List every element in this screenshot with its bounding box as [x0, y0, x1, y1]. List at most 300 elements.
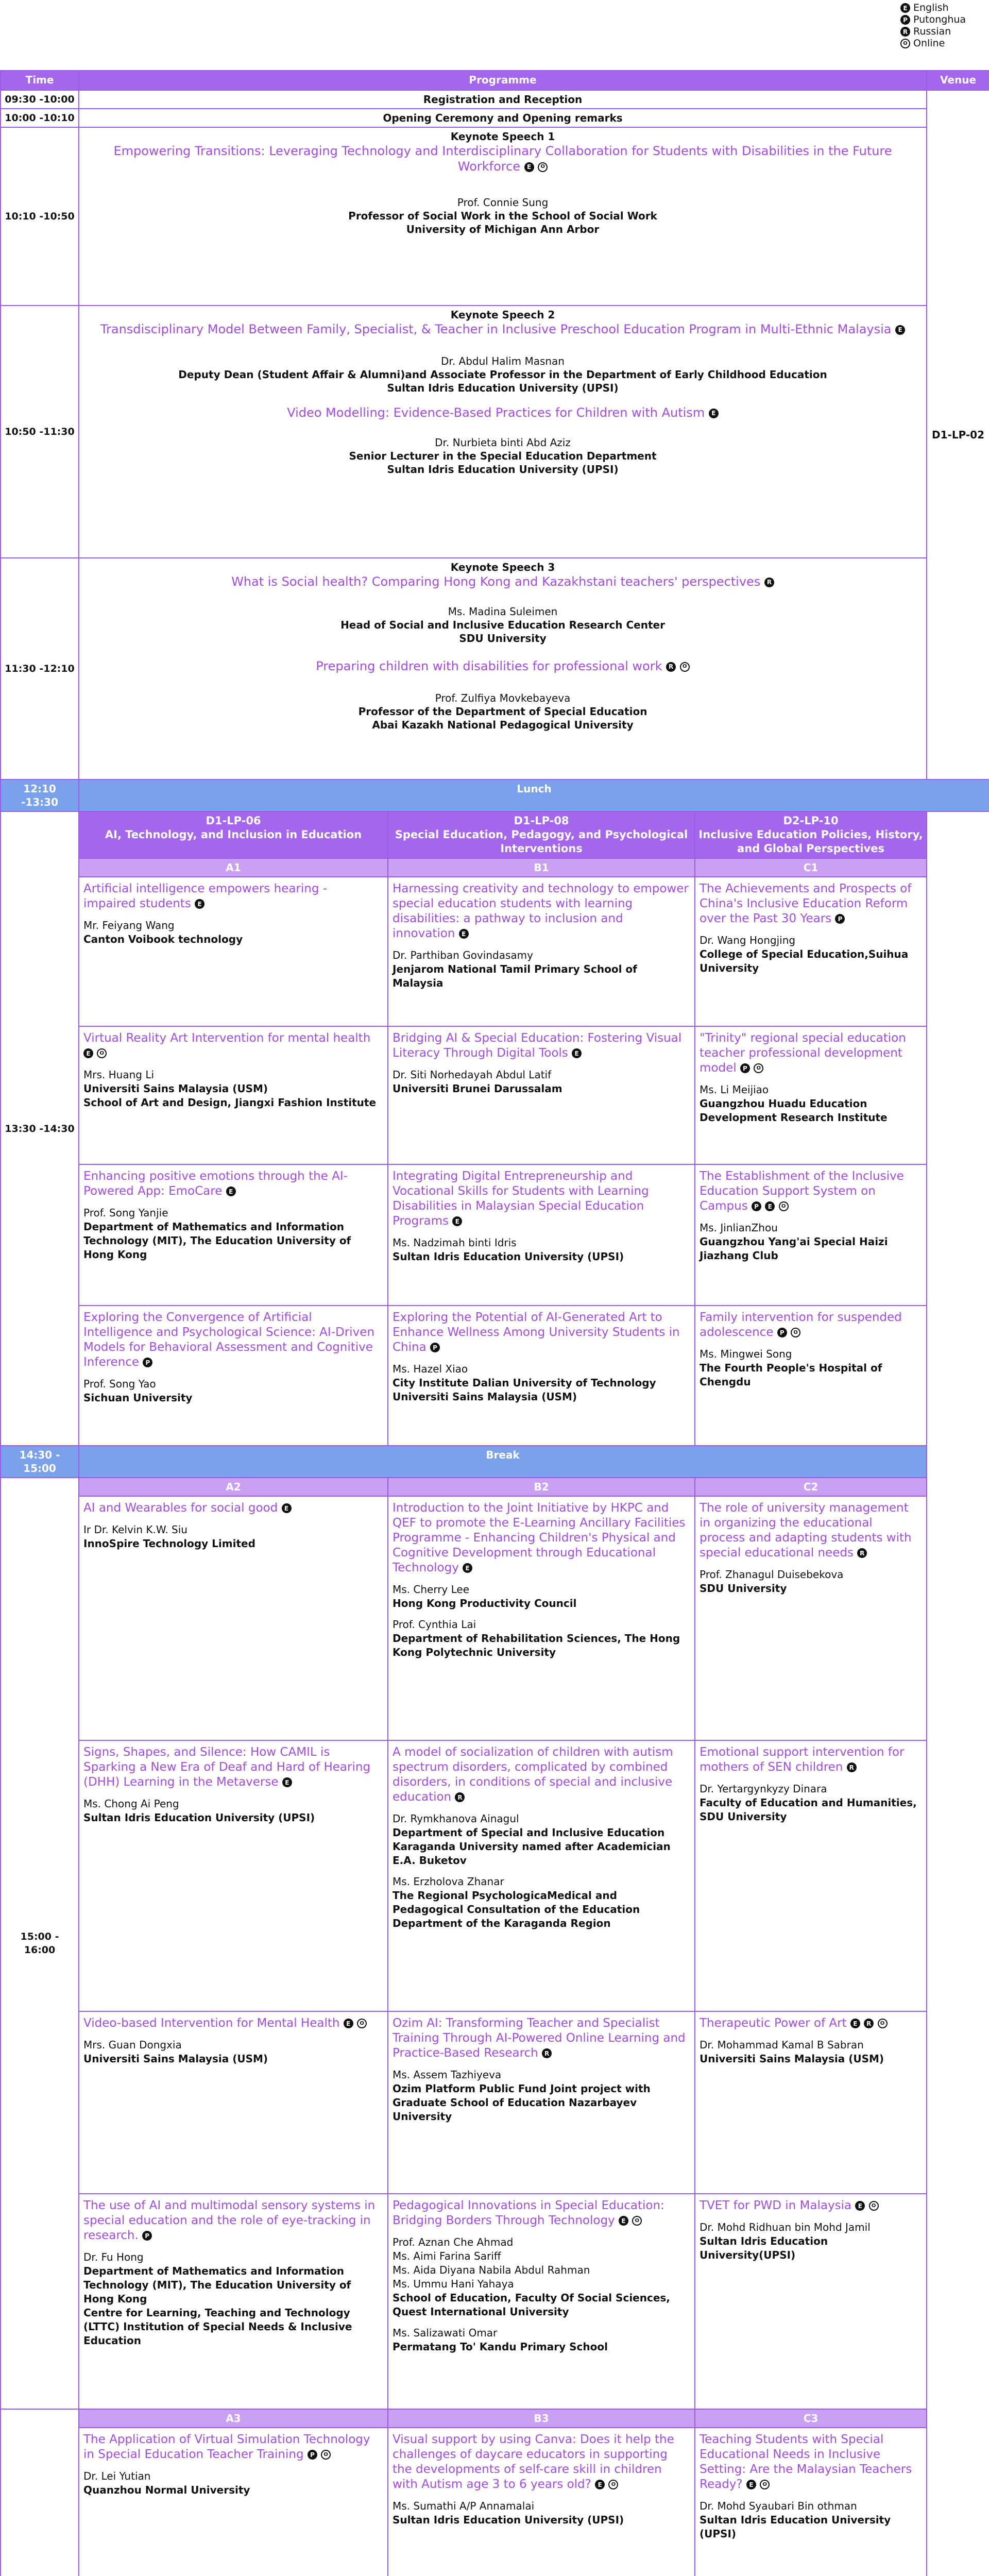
- presentation-title-text: Emotional support intervention for mothers of SEN children: [700, 1745, 905, 1774]
- speaker-affiliation: School of Art and Design, Jiangxi Fashion Institute: [83, 1096, 377, 1109]
- putonghua-icon: P: [142, 2231, 152, 2241]
- session-label: A2: [79, 1478, 388, 1496]
- session-label: A1: [79, 858, 388, 877]
- speaker-affiliation: Department of Mathematics and Information Technology (MIT), The Education University of Hong Kong: [83, 1221, 351, 1261]
- speaker-name: Prof. Song Yanjie: [83, 1207, 168, 1219]
- keynote-label: Keynote Speech 3: [450, 561, 555, 573]
- speaker-list: [393, 1583, 689, 1597]
- putonghua-icon: P: [900, 15, 910, 25]
- keynote-2-cell: [79, 306, 927, 558]
- speaker-list: [393, 1362, 689, 1376]
- presentation-title: [83, 1031, 382, 1061]
- speaker-affiliation: Jenjarom National Tamil Primary School of Malaysia: [393, 963, 637, 989]
- english-icon: E: [282, 1777, 292, 1787]
- presentation-row: [1, 1164, 989, 1306]
- speaker-name: Mrs. Huang Li: [83, 1069, 155, 1081]
- presentation-title: [700, 882, 921, 926]
- speaker-affiliation: Universiti Sains Malaysia (USM): [700, 2053, 884, 2065]
- presentation-title: [700, 1031, 921, 1076]
- speaker-name: Dr. Lei Yutian: [83, 2470, 151, 2482]
- presentation-cell: [79, 877, 388, 1026]
- keynote-label: Keynote Speech 1: [450, 130, 555, 143]
- russian-icon: R: [666, 662, 676, 672]
- russian-icon: R: [857, 1548, 867, 1558]
- presentation-title: [83, 1745, 382, 1790]
- presentation-title: [700, 2432, 921, 2492]
- english-icon: E: [619, 2216, 628, 2226]
- presentation-title: [83, 2198, 382, 2243]
- presentation-cell: [79, 1026, 388, 1164]
- venue-header: Venue: [927, 71, 989, 90]
- speaker-org: Abai Kazakh National Pedagogical University: [372, 719, 634, 731]
- presentation-cell: [695, 1740, 927, 2011]
- time-cell: 09:30 -10:00: [1, 90, 79, 109]
- speaker-org: SDU University: [459, 632, 547, 645]
- russian-icon: R: [900, 27, 910, 37]
- presentation-title: [83, 1169, 382, 1199]
- keynote-title: Video Modelling: Evidence-Based Practices for Children with Autism E: [82, 405, 923, 420]
- presentation-cell: [388, 1740, 695, 2011]
- break-label: Break: [79, 1446, 927, 1478]
- russian-icon: R: [764, 578, 774, 587]
- speaker-name: Ms. Erzholova Zhanar: [393, 1875, 504, 1888]
- online-icon: O: [608, 2480, 618, 2489]
- presentation-title-text: Visual support by using Canva: Does it help the challenges of daycare educators in supporting the developments of self-care skill in children with Autism age 3 to 6 years old?: [393, 2433, 674, 2491]
- russian-icon: R: [864, 2019, 874, 2028]
- speaker-affiliation: Universiti Brunei Darussalam: [393, 1082, 562, 1095]
- speaker-name: Ms. Madina Suleimen: [448, 605, 558, 618]
- presentation-title-text: Ozim AI: Transforming Teacher and Specialist Training Through AI-Powered Online Learning and Practice-Based Research: [393, 2016, 686, 2060]
- presentation-row: [1, 2194, 989, 2409]
- time-cell: [1, 2409, 79, 2576]
- speaker-name: Prof. Connie Sung: [457, 196, 549, 209]
- session-label: C3: [695, 2409, 927, 2428]
- presentation-cell: [388, 1164, 695, 1306]
- speaker-role: Professor of Social Work in the School of Social Work: [348, 210, 657, 222]
- speaker-affiliation: Guangzhou Huadu Education Development Research Institute: [700, 1097, 888, 1124]
- speaker-name: Ms. Aimi Farina Sariff: [393, 2250, 501, 2262]
- time-cell: 13:30 -14:30: [1, 811, 79, 1446]
- speaker-name: Ms. Li Meijiao: [700, 1083, 769, 1096]
- presentation-cell: [695, 2011, 927, 2194]
- speaker-name: Ms. Cherry Lee: [393, 1583, 470, 1596]
- online-icon: O: [97, 1048, 107, 1058]
- presentation-title: [393, 2016, 689, 2061]
- presentation-title-text: Integrating Digital Entrepreneurship and Vocational Skills for Students with Learning Disabilities in Malaysian Special Education Programs: [393, 1170, 649, 1228]
- presentation-title: [393, 1169, 689, 1229]
- speaker-name: Ms. Hazel Xiao: [393, 1363, 468, 1375]
- speaker-name: Prof. Aznan Che Ahmad: [393, 2236, 514, 2248]
- presentation-title: [393, 2432, 689, 2492]
- presentation-title-text: Family intervention for suspended adolescence: [700, 1311, 902, 1339]
- speaker-name: Dr. Mohd Ridhuan bin Mohd Jamil: [700, 2221, 871, 2233]
- speaker-list: [83, 919, 382, 933]
- session-label-row: [1, 2409, 989, 2428]
- online-icon: O: [900, 39, 910, 48]
- speaker-affiliation: Department of Rehabilitation Sciences, The Hong Kong Polytechnic University: [393, 1632, 680, 1658]
- presentation-cell: [388, 1026, 695, 1164]
- english-icon: E: [459, 929, 469, 939]
- presentation-title: [83, 1501, 382, 1516]
- speaker-name: Dr. Fu Hong: [83, 2251, 144, 2263]
- presentation-title-text: Exploring the Convergence of Artificial Intelligence and Psychological Science: AI-Driven Models for Behavioral Assessment and Cognitive Inference: [83, 1311, 374, 1369]
- keynote-row: [1, 558, 989, 779]
- speaker-list: [83, 2038, 382, 2052]
- presentation-title-text: The Achievements and Prospects of China's Inclusive Education Reform over the Past 30 Years: [700, 882, 912, 925]
- presentation-cell: [695, 1026, 927, 1164]
- speaker-org: University of Michigan Ann Arbor: [406, 223, 600, 235]
- speaker-name: Ms. JinlianZhou: [700, 1222, 778, 1234]
- english-icon: E: [572, 1048, 582, 1058]
- online-icon: O: [321, 2450, 331, 2460]
- speaker-name: Ms. Mingwei Song: [700, 1348, 792, 1360]
- speaker-affiliation: Universiti Sains Malaysia (USM): [83, 1082, 268, 1095]
- online-icon: O: [779, 1201, 789, 1211]
- speaker-name: Prof. Song Yao: [83, 1378, 156, 1390]
- keynote-row: [1, 127, 989, 306]
- speaker-name: Dr. Mohammad Kamal B Sabran: [700, 2039, 864, 2051]
- lunch-row: [1, 779, 989, 811]
- presentation-cell: [388, 2428, 695, 2576]
- presentation-row: [1, 1026, 989, 1164]
- speaker-name: Ms. Chong Ai Peng: [83, 1798, 179, 1810]
- speaker-list: [393, 948, 689, 962]
- presentation-title-text: Exploring the Potential of AI-Generated Art to Enhance Wellness Among University Students in China: [393, 1311, 680, 1354]
- keynote-3-cell: [79, 558, 927, 779]
- speaker-list: [700, 2499, 921, 2513]
- presentation-cell: [388, 2194, 695, 2409]
- online-icon: O: [632, 2216, 642, 2226]
- speaker-affiliation: School of Education, Faculty Of Social Sciences, Quest International University: [393, 2292, 670, 2318]
- programme-header: Programme: [79, 71, 927, 90]
- speaker-affiliation: Sultan Idris Education University (UPSI): [393, 1250, 624, 1263]
- presentation-title-text: Video-based Intervention for Mental Health: [83, 2016, 340, 2030]
- putonghua-icon: P: [430, 1343, 440, 1352]
- speaker-list: [393, 1618, 689, 1632]
- presentation-title: [393, 1501, 689, 1575]
- session-label: B1: [388, 858, 695, 877]
- presentation-title-text: The use of AI and multimodal sensory systems in special education and the role of eye-tracking in research.: [83, 2199, 376, 2242]
- presentation-row: [1, 2011, 989, 2194]
- presentation-title: [83, 882, 382, 911]
- speaker-org: Sultan Idris Education University (UPSI): [387, 382, 619, 394]
- presentation-cell: [695, 1306, 927, 1446]
- opening-cell: Opening Ceremony and Opening remarks: [79, 109, 927, 127]
- english-icon: E: [452, 1216, 462, 1226]
- time-cell: 10:00 -10:10: [1, 109, 79, 127]
- programme-table: [0, 70, 989, 2576]
- presentation-row: [1, 1306, 989, 1446]
- english-icon: E: [595, 2480, 605, 2489]
- lunch-time: 12:10 -13:30: [1, 779, 79, 811]
- presentation-title-text: Teaching Students with Special Educational Needs in Inclusive Setting: Are the Malaysian Teachers Ready?: [700, 2433, 912, 2491]
- presentation-title: [700, 1169, 921, 1214]
- speaker-name: Ms. Nadzimah binti Idris: [393, 1236, 517, 1249]
- online-icon: O: [878, 2019, 888, 2028]
- speaker-role: Senior Lecturer in the Special Education Department: [349, 450, 657, 462]
- speaker-list: [393, 2068, 689, 2082]
- presentation-title: [700, 2016, 921, 2031]
- english-icon: E: [524, 162, 534, 172]
- break-time: 14:30 - 15:00: [1, 1446, 79, 1478]
- legend-item: E English: [900, 2, 983, 14]
- legend-item: R Russian: [900, 26, 983, 38]
- presentation-cell: [695, 2194, 927, 2409]
- time-cell: 10:50 -11:30: [1, 306, 79, 558]
- russian-icon: R: [542, 2048, 552, 2058]
- speaker-list: [393, 2235, 689, 2291]
- english-icon: E: [895, 325, 905, 335]
- presentation-title-text: Introduction to the Joint Initiative by HKPC and QEF to promote the E-Learning Ancillary Facilities Programme - Enhancing Children's Physical and Cognitive Development through Educational Technology: [393, 1501, 686, 1574]
- presentation-cell: [79, 1740, 388, 2011]
- presentation-title: [700, 1310, 921, 1340]
- speaker-list: [393, 2326, 689, 2340]
- speaker-list: [700, 1568, 921, 1582]
- online-icon: O: [791, 1328, 800, 1337]
- lunch-label: Lunch: [79, 779, 989, 811]
- presentation-title-text: The Establishment of the Inclusive Education Support System on Campus: [700, 1170, 904, 1213]
- russian-icon: R: [455, 1792, 465, 1802]
- presentation-title-text: Pedagogical Innovations in Special Education: Bridging Borders Through Technology: [393, 2199, 664, 2227]
- speaker-list: [700, 2038, 921, 2052]
- presentation-title: [83, 1310, 382, 1370]
- presentation-cell: [79, 1496, 388, 1740]
- presentation-title: [393, 2198, 689, 2228]
- schedule-row: [1, 90, 989, 109]
- session-label: B2: [388, 1478, 695, 1496]
- speaker-affiliation: Quanzhou Normal University: [83, 2484, 250, 2496]
- speaker-name: Dr. Abdul Halim Masnan: [441, 355, 565, 367]
- speaker-name: Dr. Mohd Syaubari Bin othman: [700, 2500, 857, 2512]
- presentation-title-text: The Application of Virtual Simulation Technology in Special Education Teacher Training: [83, 2433, 370, 2461]
- presentation-cell: [695, 1496, 927, 1740]
- presentation-cell: [388, 1496, 695, 1740]
- speaker-affiliation: Canton Voibook technology: [83, 933, 243, 945]
- online-icon: O: [760, 2480, 770, 2489]
- presentation-cell: [79, 1306, 388, 1446]
- speaker-affiliation: Universiti Sains Malaysia (USM): [393, 1391, 577, 1403]
- putonghua-icon: P: [752, 1201, 761, 1211]
- english-icon: E: [195, 899, 204, 909]
- putonghua-icon: P: [835, 914, 845, 924]
- speaker-affiliation: City Institute Dalian University of Technology: [393, 1377, 656, 1389]
- speaker-list: [83, 2250, 382, 2264]
- speaker-list: [700, 1782, 921, 1796]
- english-icon: E: [900, 3, 910, 13]
- russian-icon: R: [847, 1762, 857, 1772]
- speaker-affiliation: Ozim Platform Public Fund Joint project with Graduate School of Education Nazarbayev University: [393, 2082, 651, 2123]
- presentation-title: [700, 1745, 921, 1775]
- time-cell: 15:00 - 16:00: [1, 1478, 79, 2409]
- speaker-list: [700, 1347, 921, 1361]
- speaker-affiliation: Guangzhou Yang'ai Special Haizi Jiazhang Club: [700, 1235, 888, 1262]
- presentation-title-text: The role of university management in organizing the educational process and adapting students with special educational needs: [700, 1501, 912, 1560]
- presentation-cell: [79, 1164, 388, 1306]
- presentation-cell: [79, 2194, 388, 2409]
- speaker-list: [83, 1797, 382, 1811]
- keynote-title: Empowering Transitions: Leveraging Technology and Interdisciplinary Collaboration for Students with Disabilities in the Future Workforce E O: [113, 144, 892, 174]
- speaker-list: [393, 1236, 689, 1250]
- presentation-cell: [388, 2011, 695, 2194]
- speaker-affiliation: Universiti Sains Malaysia (USM): [83, 2053, 268, 2065]
- online-icon: O: [754, 1063, 763, 1073]
- putonghua-icon: P: [740, 1063, 750, 1073]
- english-icon: E: [463, 1563, 472, 1573]
- speaker-affiliation: SDU University: [700, 1582, 787, 1595]
- keynote-row: [1, 306, 989, 558]
- speaker-name: Dr. Wang Hongjing: [700, 934, 796, 946]
- speaker-list: [83, 1068, 382, 1082]
- online-icon: O: [680, 662, 690, 672]
- speaker-list: [83, 1523, 382, 1537]
- speaker-role: Professor of the Department of Special Education: [358, 705, 647, 718]
- presentation-title-text: TVET for PWD in Malaysia: [700, 2199, 852, 2212]
- speaker-list: [700, 934, 921, 947]
- speaker-list: [700, 2221, 921, 2234]
- speaker-name: Ms. Assem Tazhiyeva: [393, 2069, 502, 2081]
- speaker-affiliation: The Fourth People's Hospital of Chengdu: [700, 1362, 882, 1388]
- english-icon: E: [282, 1503, 292, 1513]
- presentation-title-text: Bridging AI & Special Education: Fostering Visual Literacy Through Digital Tools: [393, 1031, 682, 1060]
- speaker-list: [83, 2469, 382, 2483]
- english-icon: E: [746, 2480, 756, 2489]
- speaker-affiliation: Faculty of Education and Humanities, SDU University: [700, 1797, 917, 1823]
- presentation-title-text: A model of socialization of children with autism spectrum disorders, complicated by combined disorders, in conditions of special and inclusive education: [393, 1745, 673, 1804]
- keynote-title: Preparing children with disabilities for professional work R O: [82, 658, 923, 674]
- presentation-title: [393, 1745, 689, 1805]
- putonghua-icon: P: [143, 1358, 152, 1367]
- presentation-title-text: "Trinity" regional special education teacher professional development model: [700, 1031, 906, 1075]
- header-row: [1, 71, 989, 90]
- english-icon: E: [709, 409, 719, 418]
- speaker-name: Mr. Feiyang Wang: [83, 919, 175, 931]
- presentation-title-text: Harnessing creativity and technology to empower special education students with learning disabilities: a pathway to inclusion and innovation: [393, 882, 689, 940]
- speaker-role: Deputy Dean (Student Affair & Alumni)and Associate Professor in the Department of Early Childhood Education: [178, 368, 827, 381]
- speaker-name: Prof. Zhanagul Duisebekova: [700, 1568, 844, 1581]
- presentation-row: [1, 1740, 989, 2011]
- speaker-affiliation: Sultan Idris Education University (UPSI): [700, 2514, 891, 2540]
- english-icon: E: [83, 1048, 93, 1058]
- keynote-title: Transdisciplinary Model Between Family, Specialist, & Teacher in Inclusive Preschool Education Program in Multi-Ethnic Malaysia E: [82, 321, 923, 337]
- room-header: D1-LP-06 AI, Technology, and Inclusion in Education: [79, 811, 388, 858]
- presentation-cell: [388, 877, 695, 1026]
- legend-item: P Putonghua: [900, 14, 983, 26]
- legend-item: O Online: [900, 38, 983, 49]
- language-legend: [900, 2, 983, 49]
- speaker-affiliation: Sultan Idris Education University (UPSI): [83, 1811, 315, 1824]
- session-label-row: [1, 858, 989, 877]
- speaker-affiliation: Centre for Learning, Teaching and Technology (LTTC) Institution of Special Needs & Inclusive Education: [83, 2307, 352, 2347]
- english-icon: E: [855, 2201, 865, 2211]
- presentation-row: [1, 877, 989, 1026]
- presentation-title: [393, 882, 689, 941]
- speaker-name: Mrs. Guan Dongxia: [83, 2039, 182, 2051]
- presentation-cell: [695, 1164, 927, 1306]
- speaker-affiliation: Sultan Idris Education University (UPSI): [393, 2514, 624, 2526]
- speaker-affiliation: Permatang To' Kandu Primary School: [393, 2341, 608, 2353]
- speaker-affiliation: The Regional PsychologicaMedical and Pedagogical Consultation of the Education Department of the Karaganda Region: [393, 1889, 640, 1929]
- presentation-title-text: Artificial intelligence empowers hearing - impaired students: [83, 882, 328, 910]
- time-cell: 10:10 -10:50: [1, 127, 79, 306]
- speaker-list: [83, 1206, 382, 1220]
- break-row: [1, 1446, 989, 1478]
- session-label: B3: [388, 2409, 695, 2428]
- presentation-title: [700, 1501, 921, 1561]
- presentation-row: [1, 2428, 989, 2576]
- speaker-affiliation: Sichuan University: [83, 1392, 193, 1404]
- speaker-name: Prof. Zulfiya Movkebayeva: [435, 692, 571, 704]
- speaker-affiliation: Department of Special and Inclusive Education Karaganda University named after Academician E.A. Buketov: [393, 1826, 671, 1867]
- speaker-affiliation: Hong Kong Productivity Council: [393, 1597, 577, 1609]
- schedule-row: [1, 109, 989, 127]
- presentation-title-text: AI and Wearables for social good: [83, 1501, 278, 1515]
- speaker-name: Ir Dr. Kelvin K.W. Siu: [83, 1523, 187, 1536]
- speaker-name: Dr. Rymkhanova Ainagul: [393, 1812, 519, 1825]
- room-header: D1-LP-08 Special Education, Pedagogy, and Psychological Interventions: [388, 811, 695, 858]
- time-header: Time: [1, 71, 79, 90]
- putonghua-icon: P: [777, 1328, 787, 1337]
- speaker-name: Dr. Siti Norhedayah Abdul Latif: [393, 1069, 552, 1081]
- speaker-affiliation: Department of Mathematics and Information Technology (MIT), The Education University of Hong Kong: [83, 2265, 351, 2305]
- speaker-list: [393, 1068, 689, 1082]
- venue-cell: D1-LP-02: [927, 90, 989, 779]
- presentation-title: [393, 1031, 689, 1061]
- english-icon: E: [344, 2019, 353, 2028]
- speaker-list: [83, 1377, 382, 1391]
- presentation-cell: [388, 1306, 695, 1446]
- session-label: A3: [79, 2409, 388, 2428]
- speaker-name: Prof. Cynthia Lai: [393, 1618, 476, 1631]
- registration-cell: Registration and Reception: [79, 90, 927, 109]
- english-icon: E: [765, 1201, 775, 1211]
- keynote-title: What is Social health? Comparing Hong Kong and Kazakhstani teachers' perspectives R: [82, 574, 923, 589]
- time-cell: 11:30 -12:10: [1, 558, 79, 779]
- english-icon: E: [850, 2019, 860, 2028]
- speaker-name: Dr. Parthiban Govindasamy: [393, 949, 533, 961]
- presentation-title: [83, 2432, 382, 2462]
- room-header-row: [1, 811, 989, 858]
- speaker-list: [393, 1812, 689, 1826]
- presentation-title-text: Signs, Shapes, and Silence: How CAMIL is Sparking a New Era of Deaf and Hard of Hearing (DHH) Learning in the Metaverse: [83, 1745, 371, 1789]
- presentation-title: [700, 2198, 921, 2213]
- speaker-list: [700, 1221, 921, 1235]
- keynote-label: Keynote Speech 2: [450, 309, 555, 321]
- english-icon: E: [226, 1187, 236, 1196]
- speaker-name: Ms. Sumathi A/P Annamalai: [393, 2500, 535, 2512]
- speaker-list: [393, 2499, 689, 2513]
- speaker-name: Ms. Ummu Hani Yahaya: [393, 2278, 514, 2290]
- presentation-cell: [695, 877, 927, 1026]
- presentation-title-text: Virtual Reality Art Intervention for mental health: [83, 1031, 371, 1045]
- speaker-role: Head of Social and Inclusive Education Research Center: [340, 619, 665, 631]
- presentation-title-text: Enhancing positive emotions through the AI-Powered App: EmoCare: [83, 1170, 348, 1198]
- session-label: C1: [695, 858, 927, 877]
- presentation-cell: [695, 2428, 927, 2576]
- room-header: D2-LP-10 Inclusive Education Policies, History, and Global Perspectives: [695, 811, 927, 858]
- presentation-title-text: Therapeutic Power of Art: [700, 2016, 847, 2030]
- online-icon: O: [869, 2201, 879, 2211]
- speaker-affiliation: Sultan Idris Education University(UPSI): [700, 2235, 828, 2261]
- presentation-title: [393, 1310, 689, 1355]
- session-label: C2: [695, 1478, 927, 1496]
- session-label-row: [1, 1478, 989, 1496]
- presentation-row: [1, 1496, 989, 1740]
- speaker-name: Ms. Salizawati Omar: [393, 2327, 498, 2339]
- speaker-list: [393, 1875, 689, 1889]
- venue-cell-empty: [927, 811, 989, 2576]
- speaker-name: Ms. Aida Diyana Nabila Abdul Rahman: [393, 2264, 590, 2276]
- speaker-list: [700, 1083, 921, 1097]
